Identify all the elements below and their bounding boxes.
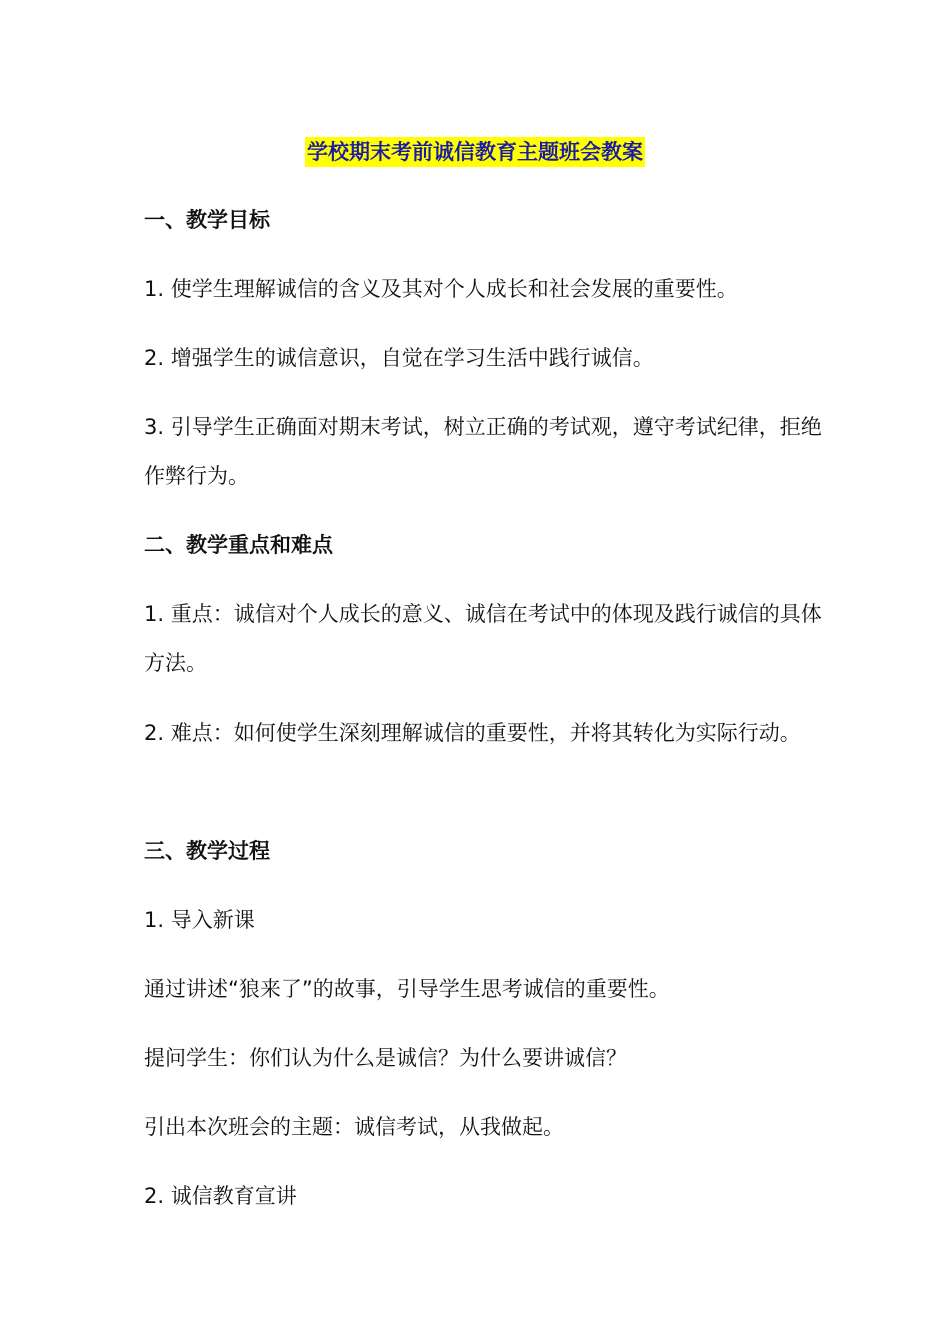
document-title: 学校期末考前诚信教育主题班会教案 bbox=[305, 137, 645, 167]
key-point-item: 1. 重点：诚信对个人成长的意义、诚信在考试中的体现及践行诚信的具体方法。 bbox=[144, 602, 822, 675]
difficulty-item: 2. 难点：如何使学生深刻理解诚信的重要性，并将其转化为实际行动。 bbox=[144, 721, 801, 745]
section-heading-objectives: 一、教学目标 bbox=[144, 208, 270, 232]
process-question-paragraph: 提问学生：你们认为什么是诚信？为什么要讲诚信？ bbox=[144, 1046, 627, 1070]
objective-item-2: 2. 增强学生的诚信意识，自觉在学习生活中践行诚信。 bbox=[144, 346, 654, 370]
objective-item-1: 1. 使学生理解诚信的含义及其对个人成长和社会发展的重要性。 bbox=[144, 277, 738, 301]
title-container bbox=[0, 137, 950, 167]
section-heading-key-points: 二、教学重点和难点 bbox=[144, 533, 333, 557]
process-story-paragraph: 通过讲述“狼来了”的故事，引导学生思考诚信的重要性。 bbox=[144, 977, 670, 1001]
process-step-1-title: 1. 导入新课 bbox=[144, 908, 255, 932]
section-heading-process: 三、教学过程 bbox=[144, 839, 270, 863]
process-step-2-title: 2. 诚信教育宣讲 bbox=[144, 1184, 297, 1208]
process-theme-paragraph: 引出本次班会的主题：诚信考试，从我做起。 bbox=[144, 1115, 564, 1139]
objective-item-3: 3. 引导学生正确面对期末考试，树立正确的考试观，遵守考试纪律，拒绝作弊行为。 bbox=[144, 415, 822, 488]
